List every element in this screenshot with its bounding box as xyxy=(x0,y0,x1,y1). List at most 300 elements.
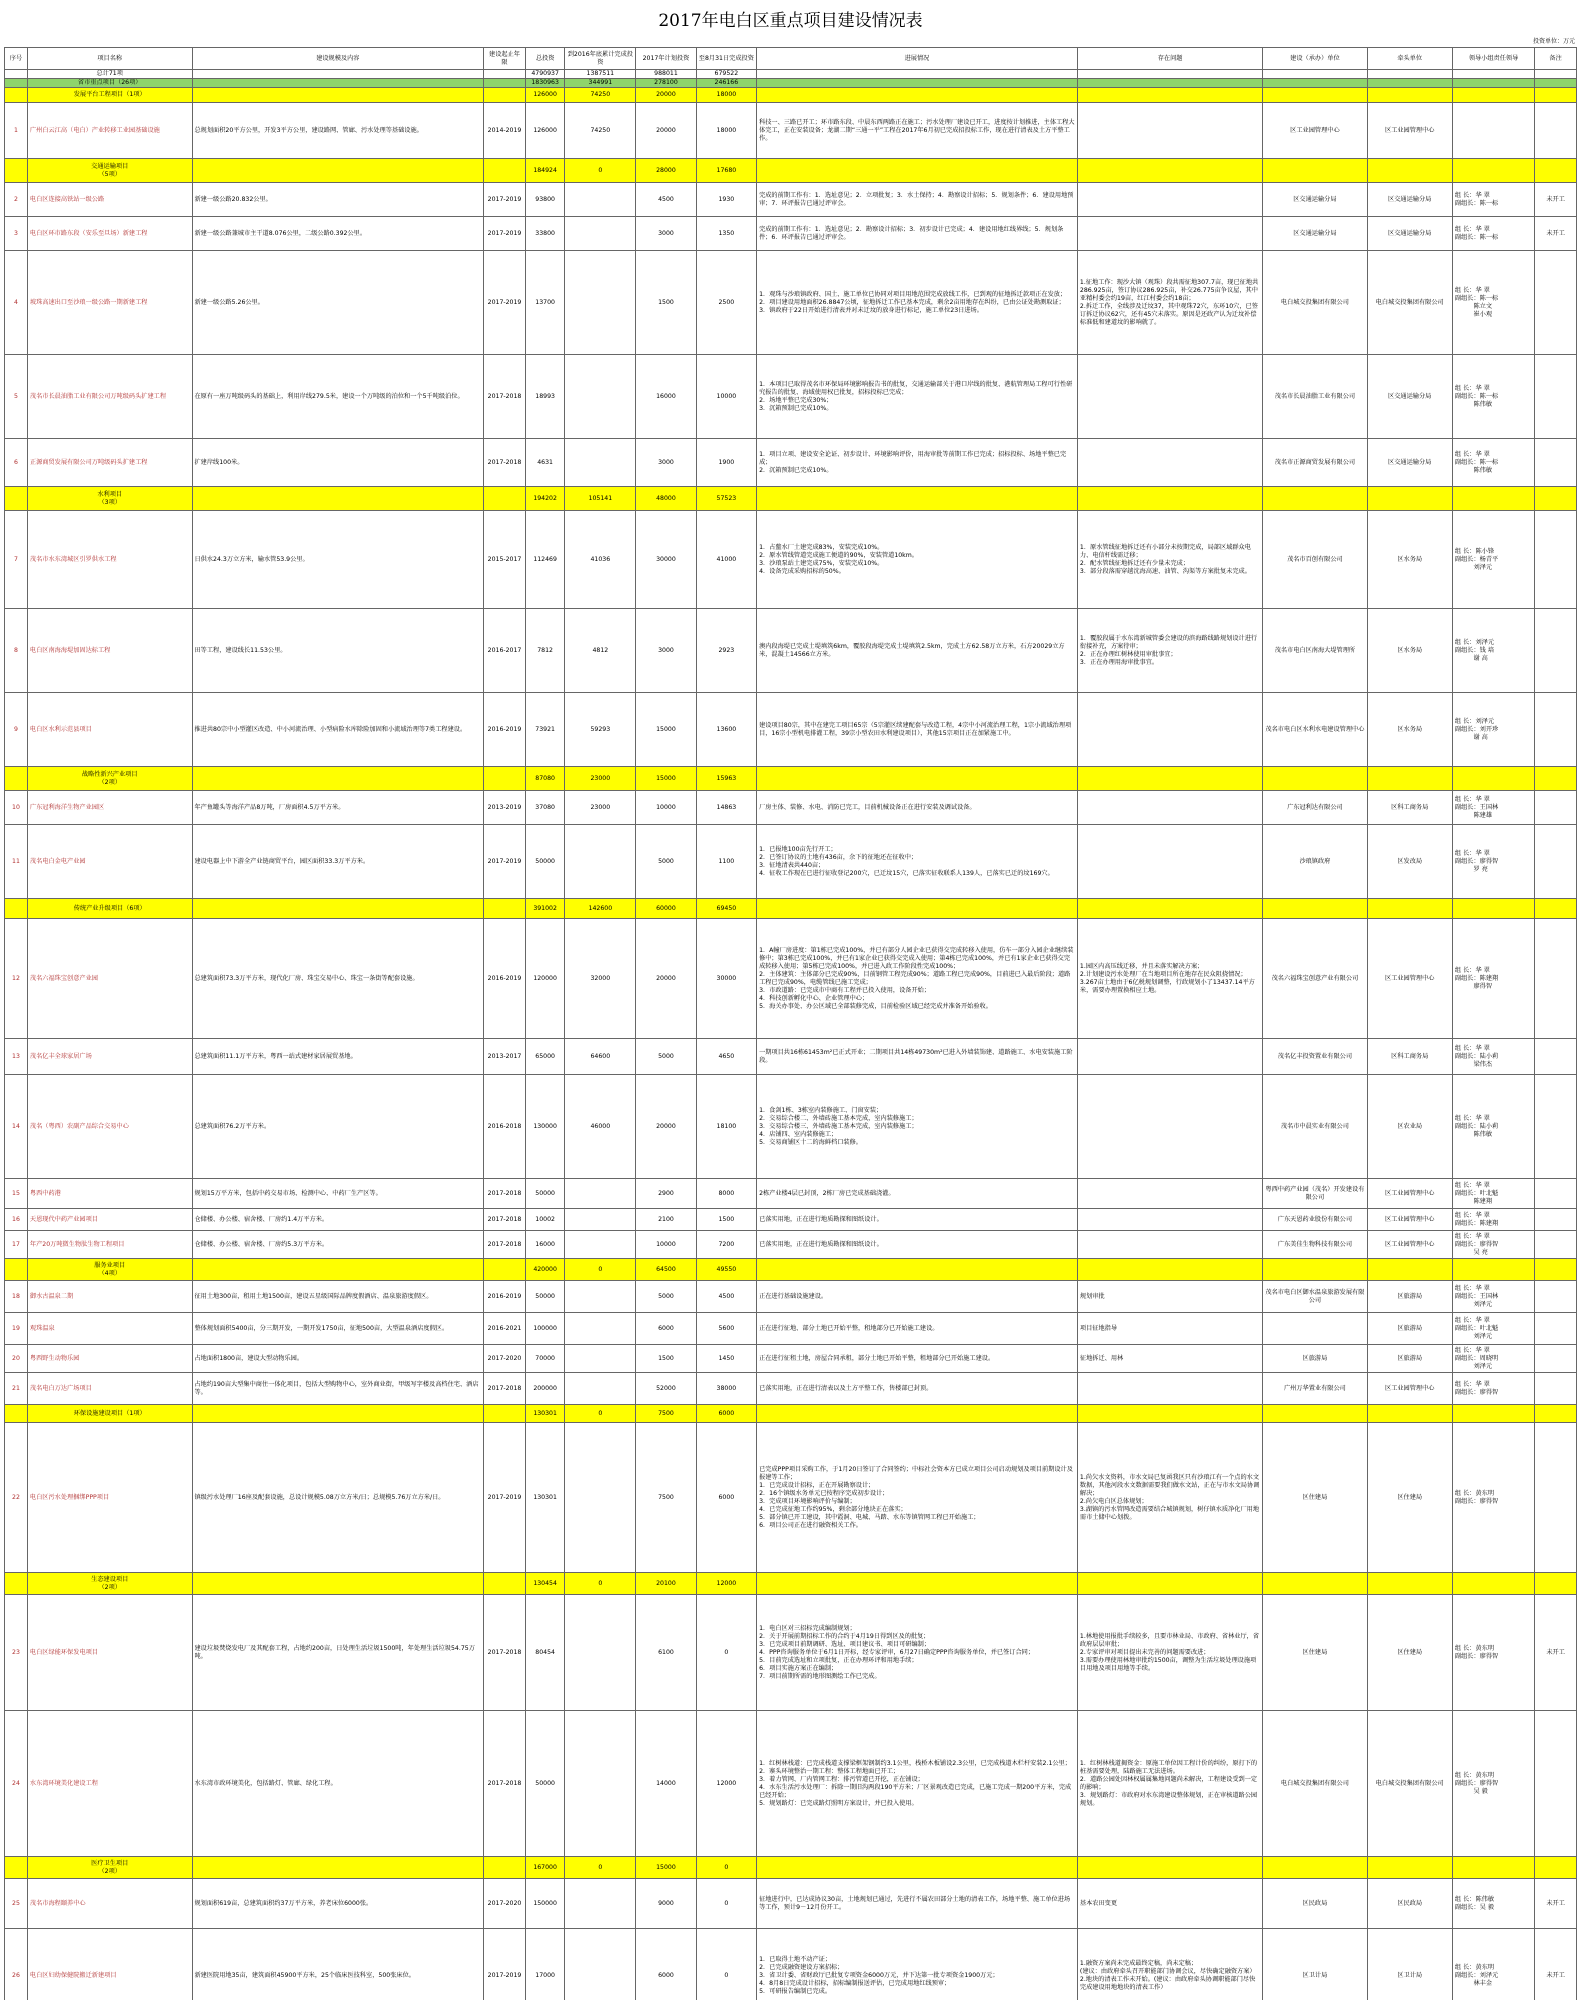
total-investment: 194202 xyxy=(525,487,565,511)
completed-investment: 13600 xyxy=(696,693,756,767)
empty-cell xyxy=(192,1259,484,1281)
completed-investment: 69450 xyxy=(696,899,756,919)
issue-text xyxy=(1077,355,1262,439)
project-row xyxy=(5,1345,1577,1373)
empty-cell xyxy=(484,70,526,79)
project-scale: 占地约190亩大型集中商住一体化项目，包括大型购物中心，室外商业街，甲级写字楼及高档住宅、酒店等。 xyxy=(192,1373,484,1405)
responsible-leader: 组 长：华 翠 副组长：陈一标 陈伟敏 xyxy=(1452,439,1534,487)
seq-cell: 14 xyxy=(5,1075,28,1179)
empty-cell xyxy=(1077,487,1262,511)
progress-text: 1．项目立项、建设安全论证、初步设计、环境影响评价，用海审批等前期工作已完成；招标投标、场地平整已完成； 2．沉箱预制已完成10%。 xyxy=(757,439,1078,487)
empty-cell xyxy=(1367,1857,1452,1879)
planned-investment: 4500 xyxy=(636,183,696,217)
issue-text: 1.融资方案尚未完成最终定稿，尚未定稿； (建议：由政府牵头召开职能部门协调会议，尽快确定融资方案） 2.地块的清表工作未开始。(建议：由政府牵头协调职能部门尽快完成建设用地地块的清表工作） xyxy=(1077,1929,1262,2000)
total-investment: 126000 xyxy=(525,88,565,103)
completed-investment: 0 xyxy=(696,1595,756,1711)
note-cell: 未开工 xyxy=(1535,1595,1577,1711)
seq-cell xyxy=(5,88,28,103)
project-scale: 仓储楼、办公楼、宿舍楼、厂房约1.4万平方米。 xyxy=(192,1209,484,1231)
project-row xyxy=(5,1313,1577,1345)
progress-text: 完成的前期工作有：1．选址意见；2．勘察设计招标；3．初步设计已完成；4．建设用地红线界线；5．规划条件；6．环评报告已通过评审会。 xyxy=(757,217,1078,251)
project-name: 茂名（粤西）农副产品综合交易中心 xyxy=(27,1075,192,1179)
empty-cell xyxy=(1077,1405,1262,1423)
seq-cell xyxy=(5,1573,28,1595)
builder-unit: 广州万华置业有限公司 xyxy=(1263,1373,1367,1405)
lead-unit: 区民政局 xyxy=(1367,1879,1452,1929)
seq-cell: 25 xyxy=(5,1879,28,1929)
grand-total-row xyxy=(5,70,1577,79)
total-investment: 150000 xyxy=(525,1879,565,1929)
empty-cell xyxy=(192,88,484,103)
empty-cell xyxy=(1535,1857,1577,1879)
cumulative-investment: 105141 xyxy=(565,487,636,511)
cumulative-investment: 0 xyxy=(565,159,636,183)
project-row xyxy=(5,791,1577,825)
project-name: 电白区污水处理捆绑PPP项目 xyxy=(27,1423,192,1573)
planned-investment: 20000 xyxy=(636,103,696,159)
note-cell xyxy=(1535,103,1577,159)
planned-investment: 988011 xyxy=(636,70,696,79)
empty-cell xyxy=(1367,487,1452,511)
cumulative-investment xyxy=(565,1373,636,1405)
empty-cell xyxy=(1535,1405,1577,1423)
responsible-leader: 组 长：华 翠 副组长：陈建翔 廖得智 xyxy=(1452,919,1534,1039)
seq-cell: 9 xyxy=(5,693,28,767)
category-name: 发展平台工程项目（1项） xyxy=(27,88,192,103)
total-investment: 65000 xyxy=(525,1039,565,1075)
empty-cell xyxy=(1263,1573,1367,1595)
empty-cell xyxy=(1263,88,1367,103)
empty-cell xyxy=(1535,159,1577,183)
builder-unit: 粤西中药产业园（茂名）开发建设有限公司 xyxy=(1263,1179,1367,1209)
seq-cell: 17 xyxy=(5,1231,28,1259)
note-cell xyxy=(1535,1373,1577,1405)
planned-investment: 9000 xyxy=(636,1879,696,1929)
column-header: 2017年计划投资 xyxy=(636,48,696,70)
category-name: 环保设施建设项目（1项） xyxy=(27,1405,192,1423)
lead-unit: 区住建局 xyxy=(1367,1423,1452,1573)
column-header: 建设规模及内容 xyxy=(192,48,484,70)
empty-cell xyxy=(1263,70,1367,79)
planned-investment: 5000 xyxy=(636,825,696,899)
note-cell xyxy=(1535,1075,1577,1179)
cumulative-investment xyxy=(565,1595,636,1711)
responsible-leader: 组 长：华 翠 副组长：陈一标 xyxy=(1452,183,1534,217)
lead-unit: 区发改局 xyxy=(1367,825,1452,899)
total-investment: 126000 xyxy=(525,103,565,159)
empty-cell xyxy=(1535,70,1577,79)
seq-cell: 22 xyxy=(5,1423,28,1573)
project-row xyxy=(5,919,1577,1039)
completed-investment: 5600 xyxy=(696,1313,756,1345)
seq-cell xyxy=(5,70,28,79)
progress-text: 一期项目共16栋61453m²已正式开业；二期项目共14栋49730m²已进入外墙装饰建、道路施工、水电安装施工阶段。 xyxy=(757,1039,1078,1075)
progress-text: 1．电白区对三招标完成编制规划； 2．关于开展前期招标工作的合约于4月19日得到区及的批复； 3．已完成项目前期调研、选址、项目建议书、项目可研编制； 4．PPP咨询服务单位于6月1日开标，经专家评审，6月27日确定PPP咨询服务单位，并已签订合同； 5．目前完成选址和立项批复，正在办理环评和用地手续； 6．项目实施方案正在编制； 7．项目前期所需的地形图测绘工作已完成。 xyxy=(757,1595,1078,1711)
note-cell xyxy=(1535,1345,1577,1373)
note-cell xyxy=(1535,919,1577,1039)
lead-unit: 区交通运输分局 xyxy=(1367,355,1452,439)
project-years: 2017-2018 xyxy=(484,1711,526,1857)
planned-investment: 3000 xyxy=(636,217,696,251)
builder-unit: 茂名亿丰投资置业有限公司 xyxy=(1263,1039,1367,1075)
empty-cell xyxy=(1452,1573,1534,1595)
empty-cell xyxy=(1535,899,1577,919)
total-investment: 391002 xyxy=(525,899,565,919)
planned-investment: 7500 xyxy=(636,1423,696,1573)
total-investment: 50000 xyxy=(525,825,565,899)
project-name: 茂名电白金电产业园 xyxy=(27,825,192,899)
project-row xyxy=(5,1929,1577,2000)
total-investment: 18993 xyxy=(525,355,565,439)
lead-unit: 区工业园管理中心 xyxy=(1367,103,1452,159)
planned-investment: 5000 xyxy=(636,1281,696,1313)
empty-cell xyxy=(484,1405,526,1423)
responsible-leader: 组 长：陈小锋 副组长：杨青平 刘泽元 xyxy=(1452,511,1534,609)
project-years: 2017-2019 xyxy=(484,1929,526,2000)
cumulative-investment: 32000 xyxy=(565,919,636,1039)
completed-investment: 12000 xyxy=(696,1573,756,1595)
cumulative-investment: 59293 xyxy=(565,693,636,767)
cumulative-investment xyxy=(565,439,636,487)
empty-cell xyxy=(1077,1259,1262,1281)
responsible-leader: 组 长：华 翠 副组长：叶北魁 陈建翔 xyxy=(1452,1179,1534,1209)
empty-cell xyxy=(484,159,526,183)
seq-cell: 10 xyxy=(5,791,28,825)
column-header: 到2016年底累计完成投资 xyxy=(565,48,636,70)
category-row xyxy=(5,1857,1577,1879)
progress-text: 科技一、三路已开工；环市路东段、中晨东西两路正在施工；污水处理厂建设已开工，进度按计划推进，主体工程大体完工，正在安装设备；龙湖二期“三通一平”工程在2017年6月初已完成招投标工作，现在进行清表及土方平整工作。 xyxy=(757,103,1078,159)
seq-cell: 7 xyxy=(5,511,28,609)
total-investment: 200000 xyxy=(525,1373,565,1405)
total-investment: 80454 xyxy=(525,1595,565,1711)
empty-cell xyxy=(757,899,1078,919)
progress-text: 1．食剑1栋、3栋室内装修施工、门窗安装； 2．交易综合楼二、外墙砖施工基本完成，室内装修施工； 3．交易综合楼三、外墙砖施工基本完成，室内装修施工； 4．店铺四、室内装修施工； 5．交易商铺区十二的海鲜档口装修。 xyxy=(757,1075,1078,1179)
builder-unit: 广东冠利达有限公司 xyxy=(1263,791,1367,825)
column-header: 建设起止年限 xyxy=(484,48,526,70)
issue-text xyxy=(1077,1373,1262,1405)
project-years: 2017-2018 xyxy=(484,439,526,487)
planned-investment: 3000 xyxy=(636,609,696,693)
planned-investment: 20000 xyxy=(636,88,696,103)
category-row xyxy=(5,487,1577,511)
project-scale: 日供水24.3万立方米，输水管53.9公里。 xyxy=(192,511,484,609)
seq-cell xyxy=(5,79,28,88)
empty-cell xyxy=(192,1857,484,1879)
note-cell xyxy=(1535,1423,1577,1573)
progress-text: 正在进行基础设施建设。 xyxy=(757,1281,1078,1313)
project-row xyxy=(5,1179,1577,1209)
cumulative-investment xyxy=(565,1209,636,1231)
completed-investment: 4650 xyxy=(696,1039,756,1075)
seq-cell: 8 xyxy=(5,609,28,693)
lead-unit: 区交通运输分局 xyxy=(1367,439,1452,487)
responsible-leader: 组 长：华 翠 副组长：叶北魁 刘泽元 xyxy=(1452,1313,1534,1345)
responsible-leader: 组 长：华 翠 副组长：陈一标 陈伟敏 xyxy=(1452,355,1534,439)
completed-investment: 1500 xyxy=(696,1209,756,1231)
completed-investment: 679522 xyxy=(696,70,756,79)
column-header: 项目名称 xyxy=(27,48,192,70)
completed-investment: 57523 xyxy=(696,487,756,511)
empty-cell xyxy=(484,1857,526,1879)
empty-cell xyxy=(1535,1259,1577,1281)
cumulative-investment: 142600 xyxy=(565,899,636,919)
builder-unit: 茂名市正源商贸发展有限公司 xyxy=(1263,439,1367,487)
planned-investment: 20100 xyxy=(636,1573,696,1595)
project-years: 2017-2018 xyxy=(484,1179,526,1209)
progress-text: 1．本项目已取得茂名市环保局环境影响报告书的批复，交通运输部关于港口岸线的批复、港航管理局工程可行性研究报告的批复、海域使用权已批复，招标投标已完成； 2．场地平整已完成30%； 3．沉箱预制已完成10%。 xyxy=(757,355,1078,439)
builder-unit: 广东天恩药业股份有限公司 xyxy=(1263,1209,1367,1231)
issue-text: 1.林地使用报批手续较多，且要市林业局、市政府、省林业厅，省政府层层审批； 2.专家评审对项目提出未完善的问题需要改进； 3.需要办理使用林地审批约1500亩，调整为生活垃圾处理设施项目用地及项目用地等手续。 xyxy=(1077,1595,1262,1711)
planned-investment: 15000 xyxy=(636,1857,696,1879)
note-cell xyxy=(1535,609,1577,693)
lead-unit: 区科工商务局 xyxy=(1367,1039,1452,1075)
total-investment: 73921 xyxy=(525,693,565,767)
lead-unit: 区旅游局 xyxy=(1367,1345,1452,1373)
total-investment: 37080 xyxy=(525,791,565,825)
note-cell xyxy=(1535,439,1577,487)
completed-investment: 15963 xyxy=(696,767,756,791)
project-scale: 总规划面积20平方公里，开发3平方公里，建设路网、管廊、污水处理等基础设施。 xyxy=(192,103,484,159)
lead-unit: 区旅游局 xyxy=(1367,1313,1452,1345)
planned-investment: 20000 xyxy=(636,1075,696,1179)
responsible-leader: 组 长：刘泽元 副组长：钱 培 谢 高 xyxy=(1452,609,1534,693)
seq-cell: 11 xyxy=(5,825,28,899)
empty-cell xyxy=(757,88,1078,103)
table-body xyxy=(5,70,1577,2000)
planned-investment: 10000 xyxy=(636,791,696,825)
lead-unit: 区科工商务局 xyxy=(1367,791,1452,825)
note-cell xyxy=(1535,1209,1577,1231)
total-investment: 130301 xyxy=(525,1405,565,1423)
empty-cell xyxy=(1452,899,1534,919)
completed-investment: 2923 xyxy=(696,609,756,693)
note-cell: 未开工 xyxy=(1535,1929,1577,2000)
note-cell xyxy=(1535,825,1577,899)
project-row xyxy=(5,511,1577,609)
project-name: 观珠温泉 xyxy=(27,1313,192,1345)
table-header xyxy=(5,48,1577,70)
seq-cell: 4 xyxy=(5,251,28,355)
project-row xyxy=(5,1075,1577,1179)
category-name: 服务业项目 （4项） xyxy=(27,1259,192,1281)
empty-cell xyxy=(1367,70,1452,79)
empty-cell xyxy=(1367,79,1452,88)
progress-text: 澳内段海堤已完成土堤填筑6km，覆胶段海堤完成土堤填筑2.5km，完成土方62.58万立方米，石方20029立方米，混凝土14566立方米。 xyxy=(757,609,1078,693)
issue-text xyxy=(1077,1231,1262,1259)
lead-unit: 区交通运输分局 xyxy=(1367,183,1452,217)
progress-text: 1．观珠与沙琅镇政府、国土、施工单位已协同对项目用地范围完成放线工作，已到观的征地拆迁款项正在发放； 2．项目建设用地面积26.8847公顷，征地拆迁工作已基本完成，剩余2亩用地存在纠纷，已由公证处勘测取证； 3．镇政府于22日开始进行清表并对未迁坟的放身进行标记，施工单位23日进场。 xyxy=(757,251,1078,355)
total-investment: 33800 xyxy=(525,217,565,251)
empty-cell xyxy=(1367,88,1452,103)
lead-unit: 区农业局 xyxy=(1367,1075,1452,1179)
note-cell xyxy=(1535,355,1577,439)
issue-text xyxy=(1077,217,1262,251)
responsible-leader: 组 长：黄东明 副组长：廖得智 吴 毅 xyxy=(1452,1711,1534,1857)
planned-investment: 6000 xyxy=(636,1929,696,2000)
empty-cell xyxy=(757,159,1078,183)
completed-investment: 1100 xyxy=(696,825,756,899)
cumulative-investment xyxy=(565,251,636,355)
empty-cell xyxy=(1452,70,1534,79)
note-cell xyxy=(1535,791,1577,825)
total-investment: 167000 xyxy=(525,1857,565,1879)
total-investment: 16000 xyxy=(525,1231,565,1259)
planned-investment: 7500 xyxy=(636,1405,696,1423)
seq-cell xyxy=(5,899,28,919)
total-investment: 4790937 xyxy=(525,70,565,79)
total-investment: 50000 xyxy=(525,1281,565,1313)
seq-cell: 26 xyxy=(5,1929,28,2000)
note-cell xyxy=(1535,511,1577,609)
project-years: 2016-2019 xyxy=(484,919,526,1039)
completed-investment: 18000 xyxy=(696,88,756,103)
project-scale: 推进共80宗中小型灌区改造、中小河流治理、小型病险水库除险加固和小流域治理等7类工程建设。 xyxy=(192,693,484,767)
builder-unit: 区交通运输分局 xyxy=(1263,217,1367,251)
responsible-leader: 组 长：华 翠 副组长：廖得智 吴 亮 xyxy=(1452,1231,1534,1259)
completed-investment: 18000 xyxy=(696,103,756,159)
responsible-leader: 组 长：黄东明 副组长：廖得智 xyxy=(1452,1423,1534,1573)
empty-cell xyxy=(1367,1405,1452,1423)
issue-text xyxy=(1077,693,1262,767)
responsible-leader: 组 长：华 翠 副组长：廖得智 xyxy=(1452,1373,1534,1405)
builder-unit: 茂名市中晨实业有限公司 xyxy=(1263,1075,1367,1179)
completed-investment: 0 xyxy=(696,1879,756,1929)
note-cell: 未开工 xyxy=(1535,1879,1577,1929)
seq-cell: 6 xyxy=(5,439,28,487)
summary-label: 省市重点项目（26项） xyxy=(27,79,192,88)
seq-cell xyxy=(5,1259,28,1281)
project-name: 茂名市长晨油脂工业有限公司万吨级码头扩建工程 xyxy=(27,355,192,439)
planned-investment: 60000 xyxy=(636,899,696,919)
completed-investment: 49550 xyxy=(696,1259,756,1281)
note-cell xyxy=(1535,1179,1577,1209)
project-years: 2017-2019 xyxy=(484,1423,526,1573)
builder-unit: 电白城交投集团有限公司 xyxy=(1263,1711,1367,1857)
empty-cell xyxy=(757,1857,1078,1879)
seq-cell: 13 xyxy=(5,1039,28,1075)
issue-text xyxy=(1077,103,1262,159)
note-cell xyxy=(1535,1231,1577,1259)
note-cell xyxy=(1535,1039,1577,1075)
project-row xyxy=(5,1423,1577,1573)
empty-cell xyxy=(1367,159,1452,183)
completed-investment: 14863 xyxy=(696,791,756,825)
lead-unit: 区工业园管理中心 xyxy=(1367,919,1452,1039)
total-investment: 4631 xyxy=(525,439,565,487)
empty-cell xyxy=(1077,1573,1262,1595)
planned-investment: 6000 xyxy=(636,1313,696,1345)
builder-unit: 电白城交投集团有限公司 xyxy=(1263,251,1367,355)
seq-cell xyxy=(5,767,28,791)
planned-investment: 6100 xyxy=(636,1595,696,1711)
total-investment: 17000 xyxy=(525,1929,565,2000)
progress-text: 完成的前期工作有：1．选址意见；2．立项批复；3．水土保持；4．勘察设计招标；5．规划条件；6．建设用地预审；7．环评报告已通过评审会。 xyxy=(757,183,1078,217)
project-years: 2017-2019 xyxy=(484,251,526,355)
category-row xyxy=(5,1259,1577,1281)
project-row xyxy=(5,1879,1577,1929)
completed-investment: 0 xyxy=(696,1929,756,2000)
progress-text: 已落实用地，正在进行清表以及土方平整工作，售楼部已封顶。 xyxy=(757,1373,1078,1405)
empty-cell xyxy=(1077,1857,1262,1879)
empty-cell xyxy=(192,159,484,183)
issue-text xyxy=(1077,183,1262,217)
cumulative-investment: 23000 xyxy=(565,791,636,825)
total-investment: 100000 xyxy=(525,1313,565,1345)
note-cell: 未开工 xyxy=(1535,217,1577,251)
empty-cell xyxy=(1077,899,1262,919)
builder-unit: 区旅游局 xyxy=(1263,1345,1367,1373)
category-row xyxy=(5,159,1577,183)
issue-text xyxy=(1077,1039,1262,1075)
completed-investment: 1350 xyxy=(696,217,756,251)
seq-cell: 21 xyxy=(5,1373,28,1405)
seq-cell: 2 xyxy=(5,183,28,217)
project-name: 广州白云江高（电白）产业转移工业园基础设施 xyxy=(27,103,192,159)
responsible-leader: 组 长：华 翠 副组长：陆小莉 陈伟敏 xyxy=(1452,1075,1534,1179)
seq-cell: 23 xyxy=(5,1595,28,1711)
lead-unit: 区工业园管理中心 xyxy=(1367,1231,1452,1259)
planned-investment: 1500 xyxy=(636,1345,696,1373)
category-row xyxy=(5,88,1577,103)
seq-cell: 3 xyxy=(5,217,28,251)
empty-cell xyxy=(484,79,526,88)
lead-unit: 区工业园管理中心 xyxy=(1367,1179,1452,1209)
planned-investment: 2100 xyxy=(636,1209,696,1231)
planned-investment: 16000 xyxy=(636,355,696,439)
lead-unit: 区卫计局 xyxy=(1367,1929,1452,2000)
project-row xyxy=(5,251,1577,355)
issue-text: 1.园区内高压线迁移，并且未落实解决方案； 2.计划建设污水处理厂在当地项目所在地存在民众阻挠情况； 3.267亩土地由于6亿税规划调整，行政规划小了13437.14平方米，需要办理置换相应土地。 xyxy=(1077,919,1262,1039)
planned-investment: 1500 xyxy=(636,251,696,355)
project-name: 电白区绿能环保发电项目 xyxy=(27,1595,192,1711)
project-name: 坡珠高速出口至沙琅一级公路一期新建工程 xyxy=(27,251,192,355)
empty-cell xyxy=(484,899,526,919)
project-years: 2017-2018 xyxy=(484,1373,526,1405)
empty-cell xyxy=(757,487,1078,511)
empty-cell xyxy=(484,1573,526,1595)
completed-investment: 18100 xyxy=(696,1075,756,1179)
cumulative-investment: 344991 xyxy=(565,79,636,88)
cumulative-investment: 64600 xyxy=(565,1039,636,1075)
responsible-leader: 组 长：刘泽元 副组长：刘开珍 谢 高 xyxy=(1452,693,1534,767)
responsible-leader: 组 长：华 翠 副组长：陆小莉 梁伟杰 xyxy=(1452,1039,1534,1075)
project-scale: 新建一级公路5.26公里。 xyxy=(192,251,484,355)
project-years: 2017-2018 xyxy=(484,355,526,439)
completed-investment: 6000 xyxy=(696,1423,756,1573)
completed-investment: 4500 xyxy=(696,1281,756,1313)
category-row xyxy=(5,1573,1577,1595)
cumulative-investment: 74250 xyxy=(565,88,636,103)
empty-cell xyxy=(192,767,484,791)
planned-investment: 5000 xyxy=(636,1039,696,1075)
category-row xyxy=(5,899,1577,919)
issue-text xyxy=(1077,1075,1262,1179)
empty-cell xyxy=(757,767,1078,791)
builder-unit: 茂名市电白区水利水电建设管理中心 xyxy=(1263,693,1367,767)
project-name: 茂名亿丰全球家居广场 xyxy=(27,1039,192,1075)
note-cell xyxy=(1535,1313,1577,1345)
empty-cell xyxy=(1367,1573,1452,1595)
project-row xyxy=(5,1039,1577,1075)
cumulative-investment xyxy=(565,1879,636,1929)
cumulative-investment xyxy=(565,1929,636,2000)
project-name: 电白区妇幼保健院搬迁新建项目 xyxy=(27,1929,192,2000)
category-name: 传统产业升级项目（6项） xyxy=(27,899,192,919)
progress-text: 已落实用地，正在进行地质勘探和图纸设计。 xyxy=(757,1209,1078,1231)
cumulative-investment xyxy=(565,1231,636,1259)
builder-unit: 区民政局 xyxy=(1263,1879,1367,1929)
project-scale: 新建一级公路兼城市主干道8.076公里，二级公路0.392公里。 xyxy=(192,217,484,251)
